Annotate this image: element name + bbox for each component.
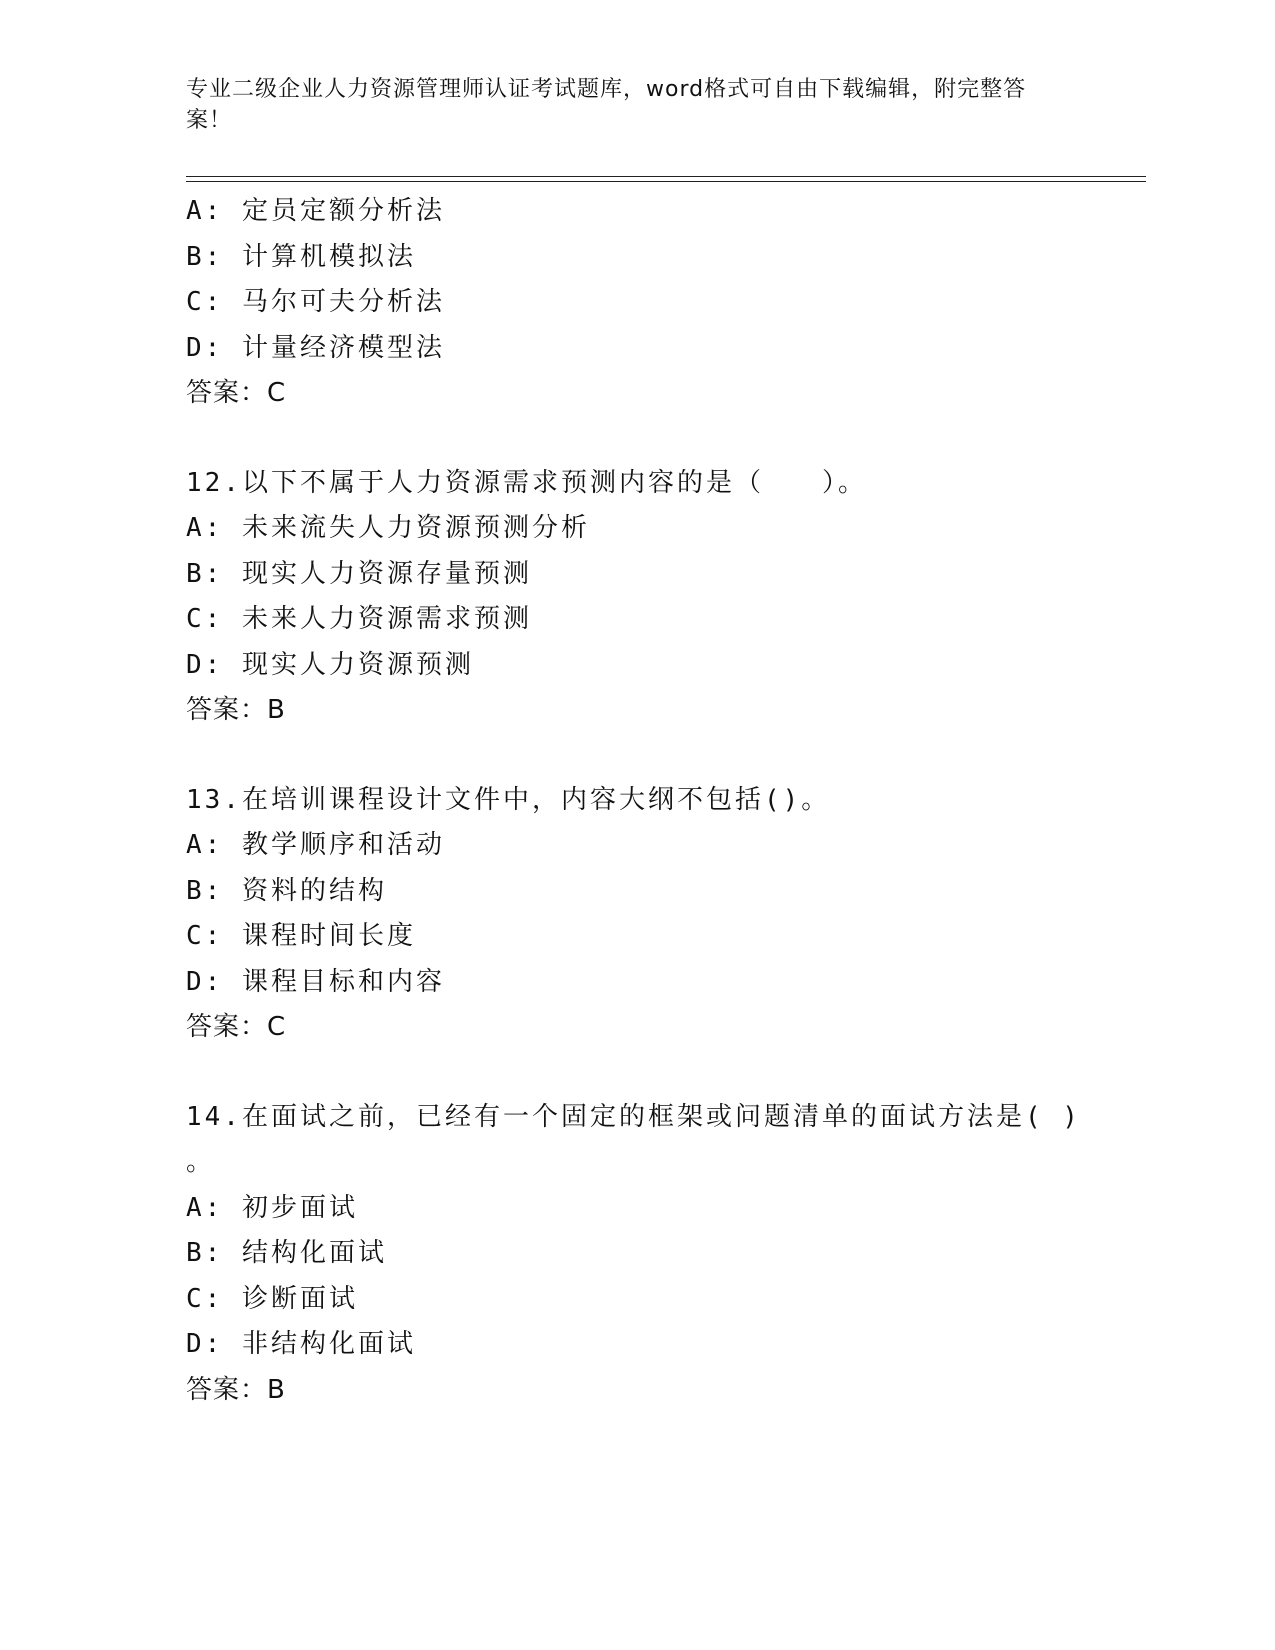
option-a: A: 教学顺序和活动 bbox=[186, 830, 445, 860]
question-list bbox=[186, 189, 1146, 1413]
option-a: A: 未来流失人力资源预测分析 bbox=[186, 513, 590, 543]
question-title: 13.在培训课程设计文件中，内容大纲不包括()。 bbox=[186, 784, 831, 815]
question-title-continuation: 。 bbox=[186, 1147, 216, 1177]
spacer bbox=[186, 417, 1146, 461]
spacer bbox=[186, 1051, 1146, 1095]
question-block-14 bbox=[186, 1095, 1146, 1414]
answer-line: 答案：C bbox=[186, 378, 287, 408]
spacer bbox=[186, 734, 1146, 778]
option-d: D: 非结构化面试 bbox=[186, 1329, 416, 1359]
option-b: B: 结构化面试 bbox=[186, 1238, 387, 1268]
answer-line: 答案：B bbox=[186, 1374, 286, 1405]
question-title: 12.以下不属于人力资源需求预测内容的是（ ）。 bbox=[186, 467, 867, 498]
header-rule-top bbox=[186, 176, 1146, 177]
option-a: A: 定员定额分析法 bbox=[186, 196, 445, 226]
option-d: D: 计量经济模型法 bbox=[186, 332, 445, 363]
question-block-13 bbox=[186, 778, 1146, 1051]
question-block-12 bbox=[186, 461, 1146, 734]
option-c: C: 课程时间长度 bbox=[186, 921, 416, 951]
header-rule-bottom bbox=[186, 181, 1146, 182]
option-a: A: 初步面试 bbox=[186, 1192, 358, 1223]
option-c: C: 马尔可夫分析法 bbox=[186, 287, 445, 317]
option-d: D: 课程目标和内容 bbox=[186, 966, 445, 997]
option-c: C: 诊断面试 bbox=[186, 1283, 358, 1314]
option-b: B: 资料的结构 bbox=[186, 875, 387, 906]
question-block-11 bbox=[186, 189, 1146, 417]
option-b: B: 计算机模拟法 bbox=[186, 241, 416, 272]
question-title: 14.在面试之前，已经有一个固定的框架或问题清单的面试方法是( ) bbox=[186, 1101, 1081, 1132]
option-c: C: 未来人力资源需求预测 bbox=[186, 604, 532, 634]
answer-line: 答案：B bbox=[186, 695, 286, 725]
option-d: D: 现实人力资源预测 bbox=[186, 649, 474, 680]
option-b: B: 现实人力资源存量预测 bbox=[186, 558, 532, 589]
answer-line: 答案：C bbox=[186, 1012, 287, 1042]
document-header: 专业二级企业人力资源管理师认证考试题库，word格式可自由下载编辑，附完整答案！ bbox=[186, 77, 1027, 133]
